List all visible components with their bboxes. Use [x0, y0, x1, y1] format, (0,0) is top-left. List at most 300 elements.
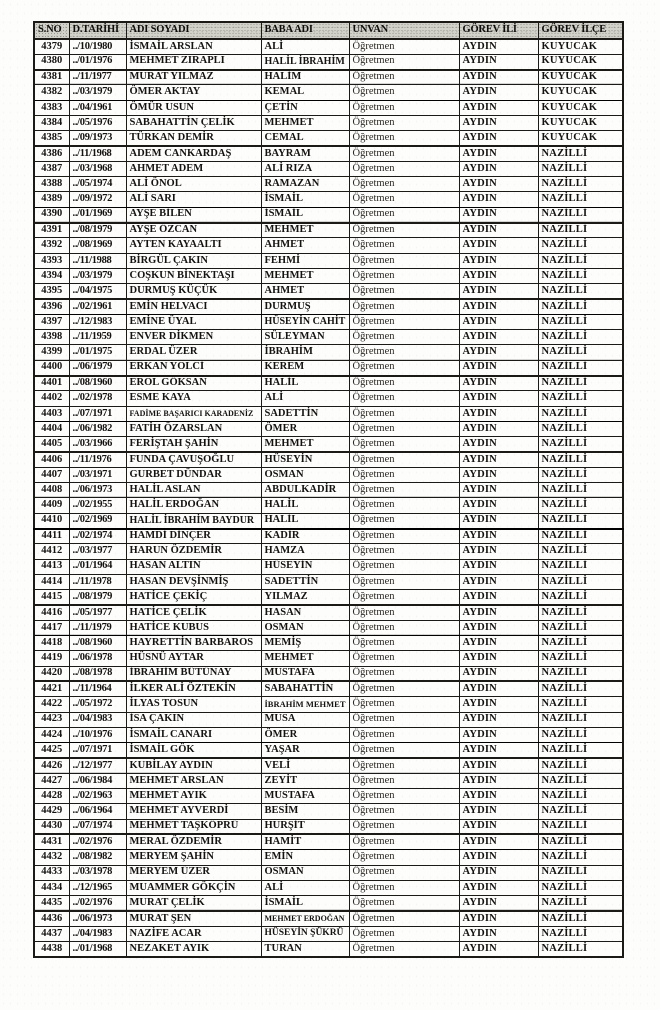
cell-province: AYDIN	[459, 223, 538, 238]
cell-title: Öğretmen	[349, 85, 459, 100]
cell-sno: 4408	[34, 483, 69, 498]
cell-name: BİRGÜL ÇAKIN	[126, 253, 261, 268]
cell-district: NAZİLLİ	[538, 834, 623, 849]
cell-province: AYDIN	[459, 712, 538, 727]
cell-sno: 4391	[34, 223, 69, 238]
cell-dob: ../07/1974	[69, 819, 126, 834]
table-row	[34, 483, 623, 498]
table-row	[34, 421, 623, 436]
cell-sno: 4380	[34, 54, 69, 69]
cell-sno: 4398	[34, 330, 69, 345]
table-row	[34, 743, 623, 758]
column-header-birthdate: D.TARİHİ	[69, 22, 126, 39]
cell-dob: ../02/1963	[69, 789, 126, 804]
cell-sno: 4379	[34, 39, 69, 54]
cell-name: FUNDA ÇAVUŞOĞLU	[126, 452, 261, 467]
table-row	[34, 712, 623, 727]
table-row	[34, 590, 623, 605]
cell-title: Öğretmen	[349, 223, 459, 238]
cell-dob: ../01/1975	[69, 345, 126, 360]
cell-sno: 4393	[34, 253, 69, 268]
cell-sno: 4386	[34, 146, 69, 161]
cell-title: Öğretmen	[349, 54, 459, 69]
cell-dob: ../03/1977	[69, 544, 126, 559]
cell-dob: ../04/1983	[69, 712, 126, 727]
cell-district: NAZİLLİ	[538, 223, 623, 238]
cell-district: NAZİLLİ	[538, 452, 623, 467]
cell-sno: 4383	[34, 100, 69, 115]
cell-dob: ../02/1961	[69, 299, 126, 314]
cell-father: ALİ	[261, 39, 349, 54]
cell-father: HURŞİT	[261, 819, 349, 834]
cell-dob: ../08/1979	[69, 223, 126, 238]
table-row	[34, 681, 623, 696]
cell-father: VELİ	[261, 758, 349, 773]
cell-province: AYDIN	[459, 376, 538, 391]
cell-title: Öğretmen	[349, 421, 459, 436]
cell-sno: 4409	[34, 498, 69, 513]
cell-father: HÜSEYİN	[261, 452, 349, 467]
cell-father: ZEYİT	[261, 773, 349, 788]
table-row	[34, 54, 623, 69]
cell-district: NAZİLLİ	[538, 207, 623, 222]
cell-province: AYDIN	[459, 498, 538, 513]
cell-title: Öğretmen	[349, 207, 459, 222]
cell-name: MERYEM ÜZER	[126, 865, 261, 880]
table-row	[34, 559, 623, 574]
cell-province: AYDIN	[459, 896, 538, 911]
cell-province: AYDIN	[459, 559, 538, 574]
table-row	[34, 345, 623, 360]
cell-dob: ../08/1978	[69, 666, 126, 681]
cell-dob: ../08/1982	[69, 850, 126, 865]
cell-dob: ../05/1976	[69, 115, 126, 130]
cell-province: AYDIN	[459, 452, 538, 467]
cell-dob: ../06/1979	[69, 360, 126, 375]
cell-province: AYDIN	[459, 406, 538, 421]
cell-sno: 4392	[34, 238, 69, 253]
cell-district: NAZİLLİ	[538, 483, 623, 498]
cell-father: İBRAHİM	[261, 345, 349, 360]
cell-dob: ../05/1977	[69, 605, 126, 620]
table-row	[34, 100, 623, 115]
cell-father: AHMET	[261, 238, 349, 253]
cell-name: HARUN ÖZDEMİR	[126, 544, 261, 559]
cell-father: TURAN	[261, 942, 349, 957]
cell-father: FEHMİ	[261, 253, 349, 268]
cell-province: AYDIN	[459, 146, 538, 161]
cell-name: HALİL İBRAHİM BAYDUR	[126, 513, 261, 528]
cell-name: MURAT YILMAZ	[126, 70, 261, 85]
table-row	[34, 789, 623, 804]
cell-sno: 4407	[34, 467, 69, 482]
cell-father: HALİL	[261, 513, 349, 528]
table-row	[34, 70, 623, 85]
cell-father: KEMAL	[261, 85, 349, 100]
cell-father: RAMAZAN	[261, 177, 349, 192]
cell-dob: ../11/1977	[69, 70, 126, 85]
cell-district: NAZİLLİ	[538, 544, 623, 559]
cell-father: HALİM	[261, 70, 349, 85]
cell-title: Öğretmen	[349, 850, 459, 865]
table-row	[34, 666, 623, 681]
cell-title: Öğretmen	[349, 452, 459, 467]
table-row	[34, 39, 623, 54]
column-header-district: GÖREV İLÇE	[538, 22, 623, 39]
cell-sno: 4426	[34, 758, 69, 773]
cell-province: AYDIN	[459, 681, 538, 696]
cell-name: NEZAKET AYIK	[126, 942, 261, 957]
cell-father: MEHMET	[261, 115, 349, 130]
cell-district: NAZİLLİ	[538, 574, 623, 589]
cell-sno: 4420	[34, 666, 69, 681]
cell-province: AYDIN	[459, 421, 538, 436]
cell-sno: 4416	[34, 605, 69, 620]
cell-province: AYDIN	[459, 819, 538, 834]
cell-father: ÖMER	[261, 421, 349, 436]
cell-name: İSMAİL CANARI	[126, 727, 261, 742]
cell-province: AYDIN	[459, 345, 538, 360]
cell-name: NAZİFE ACAR	[126, 926, 261, 941]
cell-sno: 4395	[34, 284, 69, 299]
cell-province: AYDIN	[459, 268, 538, 283]
table-body	[34, 39, 623, 957]
cell-name: MEHMET ZIRAPLI	[126, 54, 261, 69]
table-row	[34, 544, 623, 559]
cell-name: FERİŞTAH ŞAHİN	[126, 437, 261, 452]
cell-sno: 4404	[34, 421, 69, 436]
cell-name: İSA ÇAKIN	[126, 712, 261, 727]
cell-district: NAZİLLİ	[538, 284, 623, 299]
cell-name: ÖMER AKTAY	[126, 85, 261, 100]
cell-name: SABAHATTİN ÇELİK	[126, 115, 261, 130]
cell-father: SÜLEYMAN	[261, 330, 349, 345]
cell-province: AYDIN	[459, 942, 538, 957]
cell-dob: ../07/1971	[69, 406, 126, 421]
table-row	[34, 636, 623, 651]
cell-sno: 4390	[34, 207, 69, 222]
cell-dob: ../01/1969	[69, 207, 126, 222]
personnel-table	[33, 21, 624, 958]
cell-province: AYDIN	[459, 574, 538, 589]
cell-father: MUSA	[261, 712, 349, 727]
cell-district: NAZİLLİ	[538, 345, 623, 360]
cell-district: NAZİLLİ	[538, 880, 623, 895]
table-row	[34, 834, 623, 849]
cell-province: AYDIN	[459, 299, 538, 314]
cell-name: HAMDİ DİNÇER	[126, 529, 261, 544]
cell-district: NAZİLLİ	[538, 865, 623, 880]
cell-name: ERDAL ÜZER	[126, 345, 261, 360]
table-row	[34, 299, 623, 314]
cell-dob: ../09/1972	[69, 192, 126, 207]
cell-title: Öğretmen	[349, 115, 459, 130]
cell-province: AYDIN	[459, 70, 538, 85]
table-row	[34, 880, 623, 895]
cell-title: Öğretmen	[349, 926, 459, 941]
cell-father: ALİ	[261, 880, 349, 895]
cell-district: NAZİLLİ	[538, 268, 623, 283]
column-header-title: UNVAN	[349, 22, 459, 39]
cell-sno: 4405	[34, 437, 69, 452]
table-row	[34, 452, 623, 467]
cell-district: NAZİLLİ	[538, 238, 623, 253]
table-row	[34, 161, 623, 176]
table-row	[34, 238, 623, 253]
table-row	[34, 620, 623, 635]
cell-father: HAMİT	[261, 834, 349, 849]
cell-title: Öğretmen	[349, 483, 459, 498]
cell-father: YAŞAR	[261, 743, 349, 758]
cell-district: NAZİLLİ	[538, 681, 623, 696]
cell-name: HASAN DEVŞİNMİŞ	[126, 574, 261, 589]
cell-sno: 4415	[34, 590, 69, 605]
cell-dob: ../06/1982	[69, 421, 126, 436]
cell-dob: ../11/1959	[69, 330, 126, 345]
cell-province: AYDIN	[459, 100, 538, 115]
cell-father: YILMAZ	[261, 590, 349, 605]
cell-sno: 4410	[34, 513, 69, 528]
cell-name: EMİN HELVACI	[126, 299, 261, 314]
cell-father: HÜSEYİN ŞÜKRÜ	[261, 926, 349, 941]
cell-name: İSMAİL ARSLAN	[126, 39, 261, 54]
cell-father: MUSTAFA	[261, 789, 349, 804]
cell-district: NAZİLLİ	[538, 911, 623, 926]
cell-dob: ../11/1979	[69, 620, 126, 635]
table-row	[34, 268, 623, 283]
table-row	[34, 513, 623, 528]
cell-sno: 4425	[34, 743, 69, 758]
cell-title: Öğretmen	[349, 177, 459, 192]
cell-father: SADETTİN	[261, 574, 349, 589]
cell-province: AYDIN	[459, 789, 538, 804]
table-row	[34, 529, 623, 544]
cell-name: EMİNE ÜYAL	[126, 314, 261, 329]
cell-title: Öğretmen	[349, 70, 459, 85]
cell-province: AYDIN	[459, 192, 538, 207]
cell-dob: ../04/1975	[69, 284, 126, 299]
cell-district: NAZİLLİ	[538, 253, 623, 268]
cell-province: AYDIN	[459, 391, 538, 406]
table-row	[34, 207, 623, 222]
cell-name: KUBİLAY AYDIN	[126, 758, 261, 773]
table-row	[34, 406, 623, 421]
cell-sno: 4385	[34, 131, 69, 146]
cell-name: HASAN ALTIN	[126, 559, 261, 574]
cell-district: KUYUCAK	[538, 131, 623, 146]
cell-dob: ../06/1964	[69, 804, 126, 819]
cell-name: FATİH ÖZARSLAN	[126, 421, 261, 436]
table-row	[34, 697, 623, 712]
cell-sno: 4384	[34, 115, 69, 130]
cell-district: NAZİLLİ	[538, 590, 623, 605]
cell-title: Öğretmen	[349, 819, 459, 834]
cell-title: Öğretmen	[349, 773, 459, 788]
cell-name: AYŞE ÖZCAN	[126, 223, 261, 238]
cell-name: ÖMÜR USUN	[126, 100, 261, 115]
cell-name: İSMAİL GÖK	[126, 743, 261, 758]
cell-father: HÜSEYİN CAHİT	[261, 314, 349, 329]
cell-sno: 4389	[34, 192, 69, 207]
cell-province: AYDIN	[459, 529, 538, 544]
cell-name: DURMUŞ KÜÇÜK	[126, 284, 261, 299]
cell-dob: ../06/1984	[69, 773, 126, 788]
cell-province: AYDIN	[459, 926, 538, 941]
cell-district: NAZİLLİ	[538, 513, 623, 528]
cell-sno: 4429	[34, 804, 69, 819]
cell-father: İSMAİL	[261, 896, 349, 911]
cell-district: NAZİLLİ	[538, 498, 623, 513]
cell-father: DURMUŞ	[261, 299, 349, 314]
cell-title: Öğretmen	[349, 880, 459, 895]
cell-district: NAZİLLİ	[538, 712, 623, 727]
cell-title: Öğretmen	[349, 911, 459, 926]
cell-name: AYŞE BİLEN	[126, 207, 261, 222]
cell-dob: ../12/1983	[69, 314, 126, 329]
column-header-sno: S.NO	[34, 22, 69, 39]
cell-district: KUYUCAK	[538, 70, 623, 85]
cell-dob: ../02/1976	[69, 834, 126, 849]
cell-name: MURAT ÇELİK	[126, 896, 261, 911]
cell-dob: ../04/1983	[69, 926, 126, 941]
cell-father: MEHMET	[261, 437, 349, 452]
table-row	[34, 865, 623, 880]
cell-father: BESİM	[261, 804, 349, 819]
cell-name: ERKAN YOLCİ	[126, 360, 261, 375]
cell-title: Öğretmen	[349, 376, 459, 391]
cell-title: Öğretmen	[349, 666, 459, 681]
cell-title: Öğretmen	[349, 942, 459, 957]
cell-district: NAZİLLİ	[538, 467, 623, 482]
cell-name: FADİME BAŞARICI KARADENİZ	[126, 406, 261, 421]
cell-name: MERAL ÖZDEMİR	[126, 834, 261, 849]
cell-district: NAZİLLİ	[538, 437, 623, 452]
cell-name: HATİCE KUBUS	[126, 620, 261, 635]
cell-title: Öğretmen	[349, 391, 459, 406]
cell-name: MURAT ŞEN	[126, 911, 261, 926]
cell-province: AYDIN	[459, 605, 538, 620]
cell-title: Öğretmen	[349, 437, 459, 452]
cell-province: AYDIN	[459, 804, 538, 819]
table-row	[34, 284, 623, 299]
cell-dob: ../04/1961	[69, 100, 126, 115]
cell-sno: 4435	[34, 896, 69, 911]
cell-father: MEHMET	[261, 268, 349, 283]
cell-province: AYDIN	[459, 360, 538, 375]
table-row	[34, 115, 623, 130]
table-row	[34, 605, 623, 620]
cell-sno: 4406	[34, 452, 69, 467]
cell-province: AYDIN	[459, 253, 538, 268]
cell-district: NAZİLLİ	[538, 360, 623, 375]
cell-father: KEREM	[261, 360, 349, 375]
table-row	[34, 651, 623, 666]
cell-name: ENVER DİKMEN	[126, 330, 261, 345]
cell-father: OSMAN	[261, 467, 349, 482]
cell-dob: ../05/1974	[69, 177, 126, 192]
cell-dob: ../03/1968	[69, 161, 126, 176]
cell-father: MEHMET	[261, 223, 349, 238]
cell-district: NAZİLLİ	[538, 727, 623, 742]
cell-province: AYDIN	[459, 39, 538, 54]
cell-father: HASAN	[261, 605, 349, 620]
cell-district: NAZİLLİ	[538, 636, 623, 651]
cell-district: NAZİLLİ	[538, 391, 623, 406]
cell-district: NAZİLLİ	[538, 789, 623, 804]
cell-title: Öğretmen	[349, 360, 459, 375]
cell-province: AYDIN	[459, 880, 538, 895]
column-header-fathername: BABA ADI	[261, 22, 349, 39]
cell-province: AYDIN	[459, 54, 538, 69]
cell-dob: ../02/1955	[69, 498, 126, 513]
cell-province: AYDIN	[459, 666, 538, 681]
cell-sno: 4397	[34, 314, 69, 329]
cell-dob: ../01/1964	[69, 559, 126, 574]
cell-district: NAZİLLİ	[538, 299, 623, 314]
cell-sno: 4418	[34, 636, 69, 651]
cell-dob: ../05/1972	[69, 697, 126, 712]
cell-title: Öğretmen	[349, 161, 459, 176]
cell-district: NAZİLLİ	[538, 314, 623, 329]
cell-province: AYDIN	[459, 115, 538, 130]
cell-sno: 4411	[34, 529, 69, 544]
cell-district: NAZİLLİ	[538, 697, 623, 712]
cell-sno: 4431	[34, 834, 69, 849]
cell-father: MUSTAFA	[261, 666, 349, 681]
cell-title: Öğretmen	[349, 804, 459, 819]
cell-father: KADİR	[261, 529, 349, 544]
cell-dob: ../11/1964	[69, 681, 126, 696]
cell-dob: ../07/1971	[69, 743, 126, 758]
cell-father: ALİ	[261, 391, 349, 406]
table-row	[34, 360, 623, 375]
cell-province: AYDIN	[459, 85, 538, 100]
cell-title: Öğretmen	[349, 896, 459, 911]
cell-father: OSMAN	[261, 620, 349, 635]
table-row	[34, 911, 623, 926]
cell-dob: ../03/1966	[69, 437, 126, 452]
cell-title: Öğretmen	[349, 253, 459, 268]
cell-district: KUYUCAK	[538, 115, 623, 130]
cell-dob: ../08/1960	[69, 376, 126, 391]
cell-province: AYDIN	[459, 758, 538, 773]
cell-district: NAZİLLİ	[538, 529, 623, 544]
cell-sno: 4430	[34, 819, 69, 834]
cell-sno: 4422	[34, 697, 69, 712]
cell-district: KUYUCAK	[538, 100, 623, 115]
cell-dob: ../02/1974	[69, 529, 126, 544]
cell-title: Öğretmen	[349, 697, 459, 712]
cell-district: NAZİLLİ	[538, 651, 623, 666]
cell-father: OSMAN	[261, 865, 349, 880]
cell-district: NAZİLLİ	[538, 146, 623, 161]
cell-dob: ../11/1978	[69, 574, 126, 589]
cell-dob: ../03/1979	[69, 268, 126, 283]
cell-province: AYDIN	[459, 651, 538, 666]
cell-province: AYDIN	[459, 590, 538, 605]
cell-title: Öğretmen	[349, 544, 459, 559]
table-row	[34, 330, 623, 345]
cell-dob: ../02/1976	[69, 896, 126, 911]
cell-name: MEHMET ARSLAN	[126, 773, 261, 788]
table-row	[34, 942, 623, 957]
cell-title: Öğretmen	[349, 238, 459, 253]
cell-title: Öğretmen	[349, 39, 459, 54]
cell-name: GURBET DÜNDAR	[126, 467, 261, 482]
cell-sno: 4387	[34, 161, 69, 176]
cell-province: AYDIN	[459, 177, 538, 192]
cell-sno: 4428	[34, 789, 69, 804]
